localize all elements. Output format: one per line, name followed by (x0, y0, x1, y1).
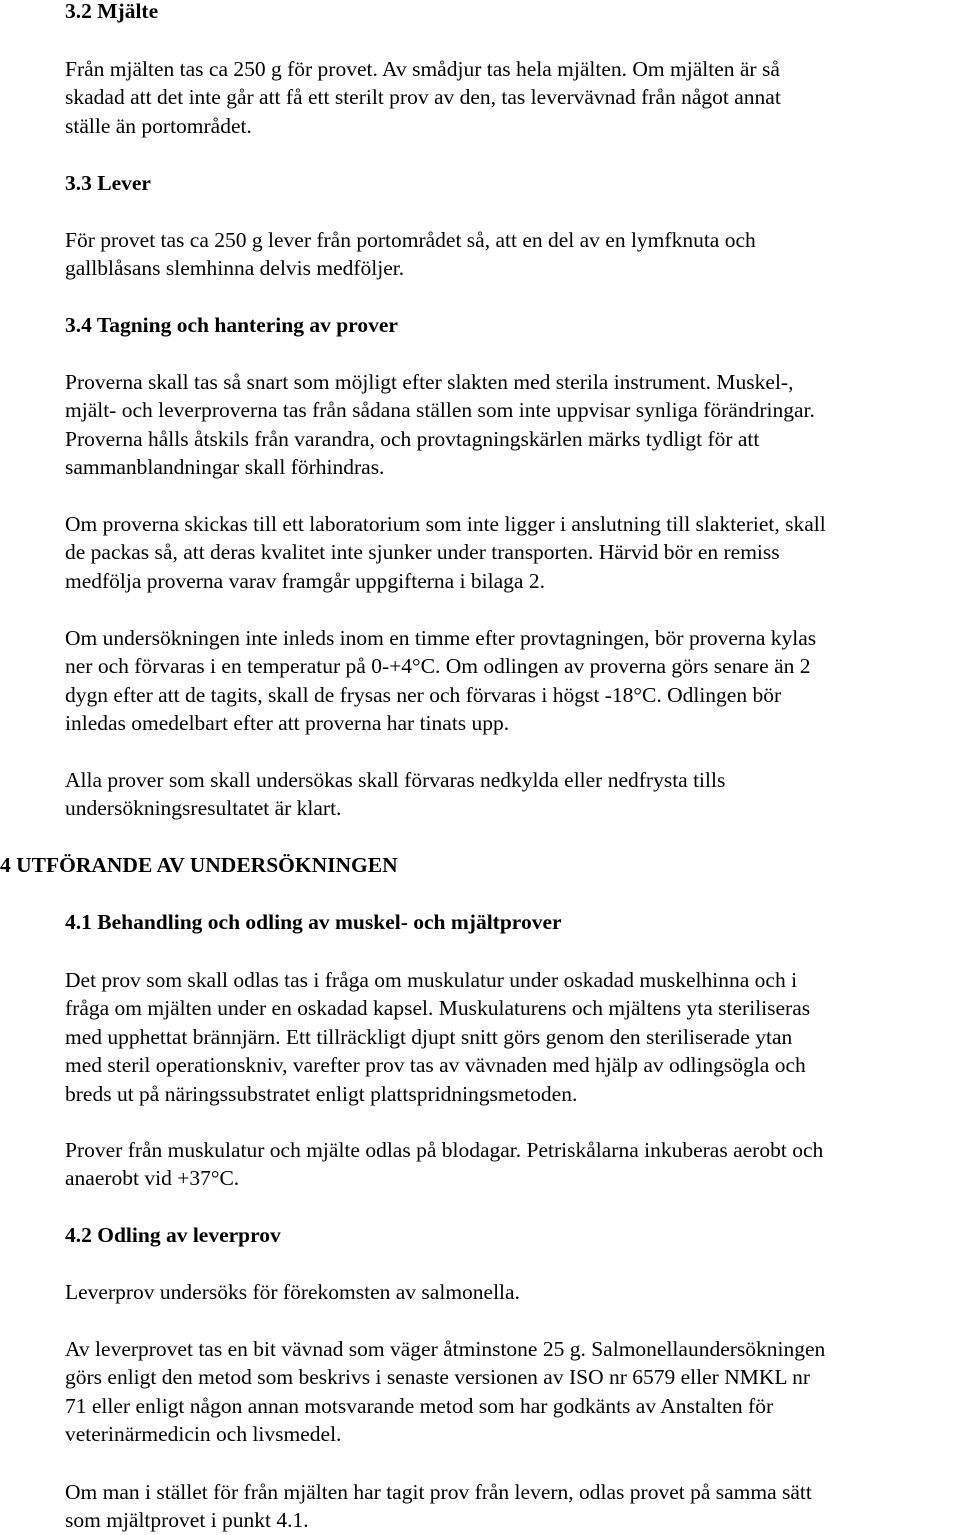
paragraph-behandling (65, 966, 810, 1108)
paragraph-leverprov (65, 1278, 520, 1306)
text-line: Proverna hålls åtskils från varandra, och provtagningskärlen märks tydligt för att (65, 426, 760, 451)
text-line: gallblåsans slemhinna delvis medföljer. (65, 256, 405, 281)
heading-line: 4 UTFÖRANDE AV UNDERSÖKNINGEN (0, 853, 398, 877)
section-heading-3-3 (65, 169, 151, 197)
text-line: dygn efter att de tagits, skall de frysas ner och förvaras i högst -18°C. Odlingen bör (65, 682, 782, 707)
text-line: görs enligt den metod som beskrivs i senaste versionen av ISO nr 6579 eller NMKL nr (65, 1365, 810, 1390)
text-line: inledas omedelbart efter att proverna har tinats upp. (65, 711, 510, 736)
paragraph-blodagar (65, 1136, 823, 1193)
paragraph-laboratorium (65, 510, 826, 595)
text-line: ställe än portområdet. (65, 113, 252, 138)
heading-line: 3.4 Tagning och hantering av prover (65, 313, 398, 337)
section-heading-4-2 (65, 1221, 281, 1249)
heading-line: 4.2 Odling av leverprov (65, 1223, 281, 1247)
text-line: fråga om mjälten under en oskadad kapsel. Muskulaturens och mjältens yta steriliseras (65, 996, 811, 1021)
text-line: Prover från muskulatur och mjälte odlas på blodagar. Petriskålarna inkuberas aerobt och (65, 1138, 824, 1162)
paragraph-lever (65, 226, 756, 283)
text-line: ner och förvaras i en temperatur på 0-+4°C. Om odlingen av proverna görs senare än 2 (65, 654, 811, 679)
text-line: Från mjälten tas ca 250 g för provet. Av smådjur tas hela mjälten. Om mjälten är så (65, 57, 780, 81)
text-line: undersökningsresultatet är klart. (65, 796, 342, 821)
text-line: skadad att det inte går att få ett sterilt prov av den, tas levervävnad från något annat (65, 85, 781, 110)
text-line: Proverna skall tas så snart som möjligt efter slakten med sterila instrument. Muskel-, (65, 370, 794, 394)
section-heading-3-2 (65, 0, 158, 25)
heading-line: 4.1 Behandling och odling av muskel- och mjältprover (65, 910, 562, 934)
text-line: Om undersökningen inte inleds inom en timme efter provtagningen, bör proverna kylas (65, 626, 817, 650)
section-heading-4-1 (65, 908, 562, 936)
chapter-heading-4 (0, 851, 398, 879)
text-line: sammanblandningar skall förhindras. (65, 455, 385, 480)
paragraph-forvaring (65, 624, 816, 738)
heading-line: 3.3 Lever (65, 171, 151, 195)
section-heading-3-4 (65, 311, 398, 339)
text-line: breds ut på näringssubstratet enligt plattspridningsmetoden. (65, 1081, 578, 1106)
text-line: Alla prover som skall undersökas skall förvaras nedkylda eller nedfrysta tills (65, 768, 726, 792)
paragraph-mjaltprovet (65, 1478, 812, 1535)
text-line: Leverprov undersöks för förekomsten av salmonella. (65, 1280, 520, 1304)
paragraph-tagning (65, 368, 815, 482)
text-line: mjält- och leverproverna tas från sådana ställen som inte uppvisar synliga förändringar. (65, 398, 815, 423)
paragraph-nedkylda (65, 766, 725, 823)
text-line: veterinärmedicin och livsmedel. (65, 1422, 342, 1447)
text-line: med upphettat brännjärn. Ett tillräckligt djupt snitt görs genom den steriliserade ytan (65, 1024, 793, 1049)
text-line: med steril operationskniv, varefter prov tas av vävnaden med hjälp av odlingsögla och (65, 1053, 806, 1078)
paragraph-salmonella (65, 1335, 825, 1449)
text-line: de packas så, att deras kvalitet inte sjunker under transporten. Härvid bör en remiss (65, 540, 780, 565)
text-line: Om proverna skickas till ett laboratorium som inte ligger i anslutning till slakteriet, skall (65, 512, 826, 536)
text-line: För provet tas ca 250 g lever från portområdet så, att en del av en lymfknuta och (65, 228, 756, 252)
text-line: som mjältprovet i punkt 4.1. (65, 1508, 309, 1533)
paragraph-mjalte (65, 55, 781, 140)
heading-line: 3.2 Mjälte (65, 0, 159, 23)
text-line: Det prov som skall odlas tas i fråga om muskulatur under oskadad muskelhinna och i (65, 968, 798, 992)
text-line: 71 eller enligt någon annan motsvarande metod som har godkänts av Anstalten för (65, 1393, 774, 1418)
text-line: anaerobt vid +37°C. (65, 1166, 240, 1191)
text-line: Av leverprovet tas en bit vävnad som väger åtminstone 25 g. Salmonellaundersökningen (65, 1337, 826, 1361)
text-line: Om man i stället för från mjälten har tagit prov från levern, odlas provet på samma sätt (65, 1480, 812, 1504)
text-line: medfölja proverna varav framgår uppgifterna i bilaga 2. (65, 568, 545, 593)
